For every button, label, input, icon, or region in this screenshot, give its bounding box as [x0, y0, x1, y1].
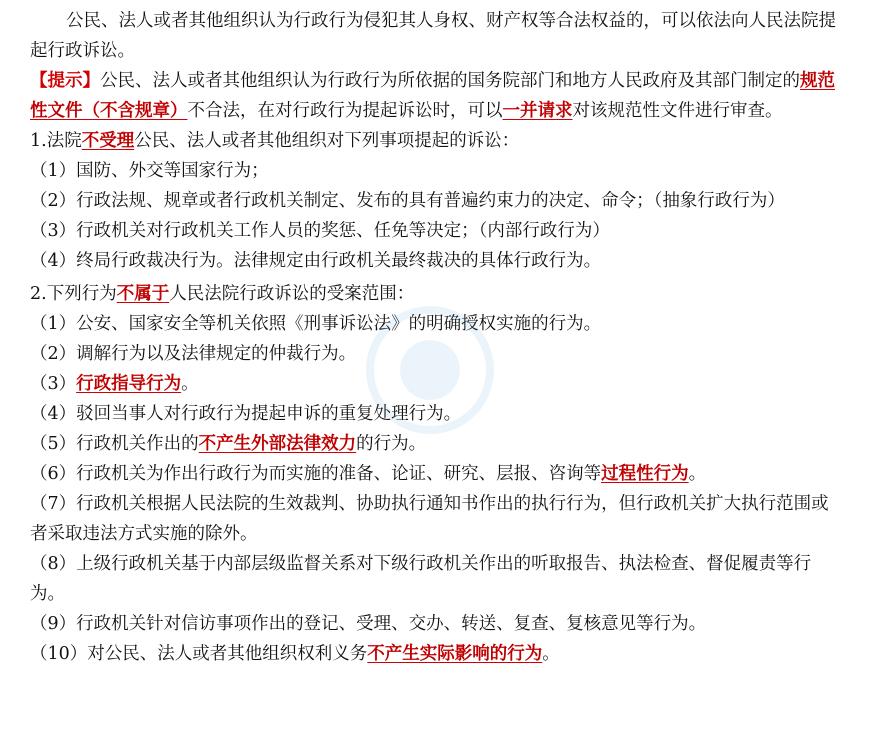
text-run: （3）行政机关对行政机关工作人员的奖惩、任免等决定；（内部行政行为） [30, 221, 610, 241]
text-run: （2）行政法规、规章或者行政机关制定、发布的具有普遍约束力的决定、命令；（抽象行政行为） [30, 191, 785, 211]
text-run: （4）驳回当事人对行政行为提起申诉的重复处理行为。 [30, 404, 462, 424]
text-run: 。 [542, 644, 560, 664]
paragraph-0 [30, 6, 842, 66]
text-run: （7）行政机关根据人民法院的生效裁判、协助执行通知书作出的执行行为，但行政机关扩大执行范围或者采取违法方式实施的除外。 [30, 494, 829, 544]
text-run: 。 [181, 374, 199, 394]
text-run: （8）上级行政机关基于内部层级监督关系对下级行政机关作出的听取报告、执法检查、督促履责等行为。 [30, 554, 812, 604]
paragraph-3 [30, 156, 842, 186]
emphasis-text: 过程性行为 [601, 464, 689, 484]
document-body [30, 6, 842, 669]
paragraph-10 [30, 369, 842, 399]
paragraph-12 [30, 429, 842, 459]
paragraph-15 [30, 549, 842, 609]
emphasis-text: 不产生外部法律效力 [198, 434, 357, 454]
emphasis-text: 不受理 [81, 131, 135, 151]
text-run: （10）对公民、法人或者其他组织权利义务 [30, 644, 368, 664]
paragraph-11 [30, 399, 842, 429]
text-run: （9）行政机关针对信访事项作出的登记、受理、交办、转送、复查、复核意见等行为。 [30, 614, 707, 634]
emphasis-text: 规范性文件（不含规章） [30, 71, 835, 121]
emphasis-text: 行政指导行为 [76, 374, 182, 394]
text-run: （5）行政机关作出的 [30, 434, 199, 454]
paragraph-2 [30, 126, 842, 156]
paragraph-4 [30, 186, 842, 216]
emphasis-text: 不属于 [116, 284, 170, 304]
text-run: （6）行政机关为作出行政行为而实施的准备、论证、研究、层报、咨询等 [30, 464, 602, 484]
text-run: （4）终局行政裁决行为。法律规定由行政机关最终裁决的具体行政行为。 [30, 251, 602, 271]
paragraph-9 [30, 339, 842, 369]
text-run: 。 [688, 464, 707, 484]
text-run: 公民、法人或者其他组织认为行政行为所依据的国务院部门和地方人民政府及其部门制定的 [100, 71, 800, 91]
tip-label: 【提示】 [30, 71, 100, 91]
text-run: 的行为。 [356, 434, 427, 454]
paragraph-17 [30, 639, 842, 669]
emphasis-text: 不产生实际影响的行为 [367, 644, 543, 664]
text-run: 不合法，在对行政行为提起诉讼时，可以 [187, 101, 503, 121]
paragraph-8 [30, 309, 842, 339]
text-run: 人民法院行政诉讼的受案范围： [169, 284, 415, 304]
text-run: （1）公安、国家安全等机关依照《刑事诉讼法》的明确授权实施的行为。 [30, 314, 602, 334]
emphasis-text: 一并请求 [502, 101, 573, 121]
text-run: （2）调解行为以及法律规定的仲裁行为。 [30, 344, 357, 364]
text-run: 2.下列行为 [30, 284, 117, 304]
text-run: （3） [30, 374, 77, 394]
paragraph-13 [30, 459, 842, 489]
paragraph-16 [30, 609, 842, 639]
text-run: （1）国防、外交等国家行为； [30, 161, 269, 181]
text-run: 公民、法人或者其他组织对下列事项提起的诉讼： [134, 131, 520, 151]
text-run: 1.法院 [30, 131, 82, 151]
paragraph-6 [30, 246, 842, 276]
text-run: 公民、法人或者其他组织认为行政行为侵犯其人身权、财产权等合法权益的，可以依法向人民法院提起行政诉讼。 [30, 11, 836, 61]
paragraph-5 [30, 216, 842, 246]
paragraph-14 [30, 489, 842, 549]
paragraph-1 [30, 66, 842, 126]
text-run: 对该规范性文件进行审查。 [572, 101, 783, 121]
paragraph-7 [30, 279, 842, 309]
